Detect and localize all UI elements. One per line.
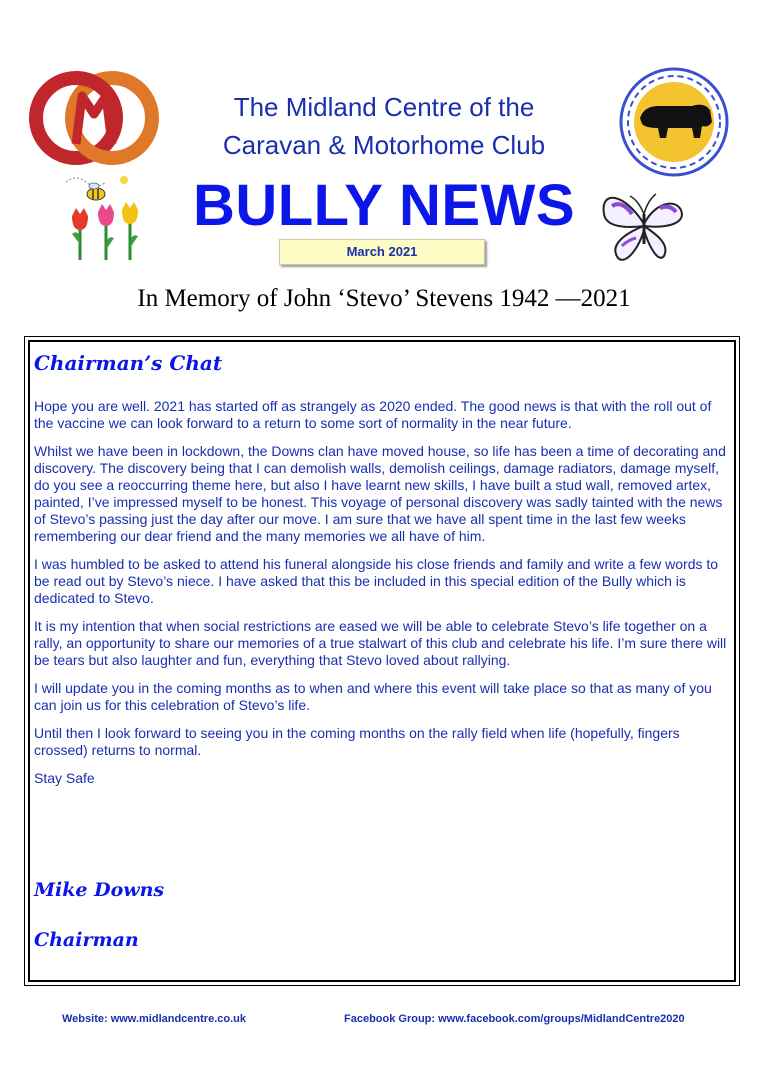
article-paragraph: It is my intention that when social restrictions are eased we will be able to celebrate Stevo’s life together on a rally, an opportunity to share our memories of a true stalwart of this club and celebrate his life. I’m sure there will be tears but also laughter and fun, everything that Stevo loved about rallying. [34,618,727,668]
newsletter-title: BULLY NEWS [192,173,576,238]
signature-role: Chairman [34,929,139,951]
article-paragraph: I was humbled to be asked to attend his funeral alongside his close friends and family and write a few words to be read out by Stevo’s niece. I have asked that this be included in this special edition of the Bully which is dedicated to Stevo. [34,556,719,606]
article-paragraph: I will update you in the coming months as to when and where this event will take place so that as many of you can join us for this celebration of Stevo’s life. [34,680,712,713]
article-sign-off: Stay Safe [34,770,95,786]
article-body [34,398,730,798]
article-paragraph: Until then I look forward to seeing you in the coming months on the rally field when life (hopefully, fingers crossed) returns to normal. [34,725,680,758]
footer-facebook: Facebook Group: www.facebook.com/groups/MidlandCentre2020 [344,1013,685,1025]
article-paragraph: Whilst we have been in lockdown, the Downs clan have moved house, so life has been a time of decorating and discovery. The discovery being that I can demolish walls, demolish ceilings, damage radiators, damage myself, do you see a reoccurring theme here, but also I have learnt new skills, I have built a stud wall, removed artex, painted, I’ve impressed myself to be honest. This voyage of personal discovery was sadly tainted with the news of Stevo’s passing just the day after our move. I am sure that we have all spent time in the last few weeks remembering our dear friend and the many memories we all have of him. [34,443,726,544]
signature-name: Mike Downs [34,879,165,901]
club-name-line-1: The Midland Centre of the [233,92,535,122]
club-name-line-2: Caravan & Motorhome Club [222,130,546,160]
bull-badge-icon [618,66,730,178]
article-paragraph: Hope you are well. 2021 has started off as strangely as 2020 ended. The good news is that with the roll out of the vaccine we can look forward to a return to some sort of normality in the near future. [34,398,712,431]
article-title: Chairman’s Chat [34,351,223,375]
footer-website: Website: www.midlandcentre.co.uk [62,1013,246,1025]
issue-date-badge: March 2021 [279,239,485,265]
memorial-heading: In Memory of John ‘Stevo’ Stevens 1942 —2021 [137,285,631,312]
